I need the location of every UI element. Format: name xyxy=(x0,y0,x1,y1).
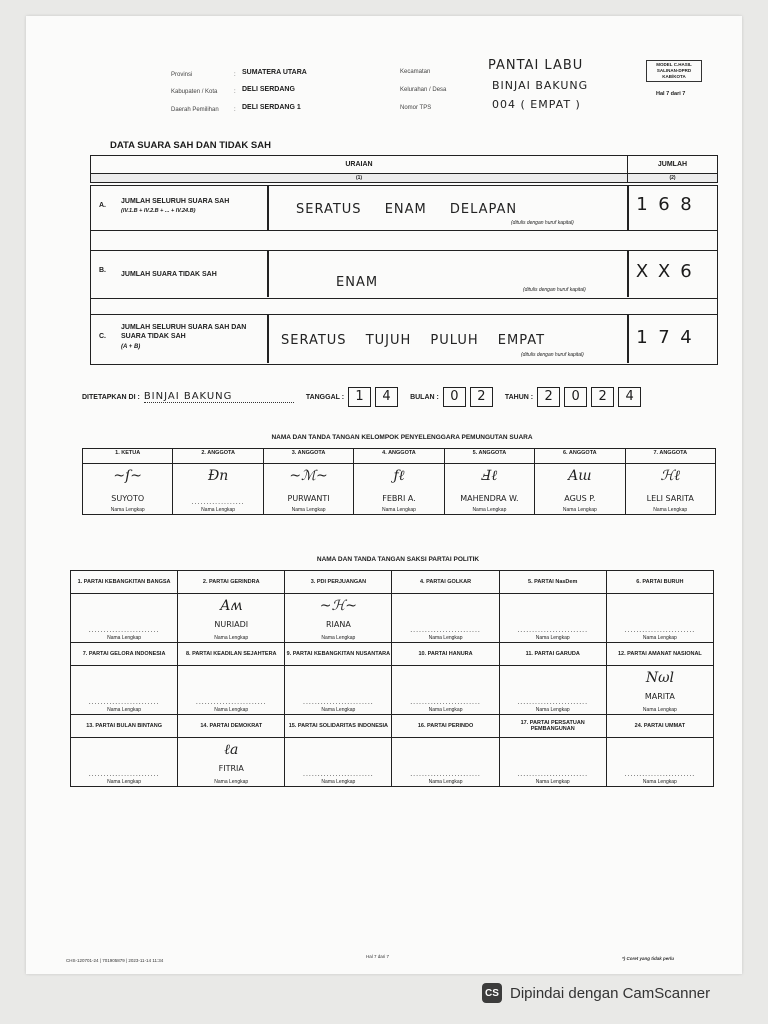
nama-lengkap-label: Nama Lengkap xyxy=(562,507,597,513)
nama-lengkap-label: Nama Lengkap xyxy=(428,707,463,713)
saksi-sign-cell: ........................ Nama Lengkap xyxy=(499,738,606,787)
party-name: 24. PARTAI UMMAT xyxy=(606,715,713,738)
nama-lengkap-label: Nama Lengkap xyxy=(535,779,570,785)
row-c-digits: 1 7 4 xyxy=(636,327,692,348)
footer-page: Hal 7 dari 7 xyxy=(366,954,390,959)
row-a-letter: A. xyxy=(99,202,106,209)
signature-mark: Aʍ xyxy=(220,598,243,614)
bulan-digit: 0 xyxy=(443,387,466,407)
footer-note: *) Coret yang tidak perlu xyxy=(622,956,675,961)
kpps-name: LELI SARITA xyxy=(646,494,694,503)
nama-lengkap-label: Nama Lengkap xyxy=(472,507,507,513)
saksi-sign-cell: ........................ Nama Lengkap xyxy=(606,738,713,787)
row-a-sub: (IV.1.B + IV.2.B + ... + IV.24.B) xyxy=(121,208,196,214)
nama-lengkap-label: Nama Lengkap xyxy=(535,635,570,641)
tahun-digit: 0 xyxy=(564,387,587,407)
party-name: 7. PARTAI GELORA INDONESIA xyxy=(71,643,178,666)
kpps-name: PURWANTI xyxy=(287,494,330,503)
tps-label: Nomor TPS xyxy=(400,105,432,111)
model-badge: MODEL C.HASIL SALINAN-DPRD KAB/KOTA xyxy=(646,60,702,82)
row-a-label: JUMLAH SELURUH SUARA SAH xyxy=(121,198,230,205)
kpps-name: MAHENDRA W. xyxy=(460,494,519,503)
kpps-name: AGUS P. xyxy=(564,494,596,503)
row-b-digits: X X 6 xyxy=(635,261,692,282)
signature-mark: ℓa xyxy=(224,742,239,758)
tanggal-digit: 4 xyxy=(375,387,398,407)
bulan-label: BULAN : xyxy=(410,393,439,401)
row-a xyxy=(90,185,718,231)
row-b-letter: B. xyxy=(99,267,106,274)
signature-mark: Ⅎℓ xyxy=(481,468,498,484)
kpps-role: 6. ANGGOTA xyxy=(535,449,625,464)
nama-lengkap-label: Nama Lengkap xyxy=(214,635,249,641)
col-jumlah: JUMLAH xyxy=(628,156,718,174)
col-uraian: URAIAN xyxy=(91,156,628,174)
nama-lengkap-label: Nama Lengkap xyxy=(107,707,142,713)
watermark-text: Dipindai dengan CamScanner xyxy=(510,984,711,1002)
saksi-title: NAMA DAN TANDA TANGAN SAKSI PARTAI POLITIK xyxy=(316,556,480,563)
row-c-note: (ditulis dengan huruf kapital) xyxy=(521,352,584,358)
row-c-label: JUMLAH SELURUH SUARA SAH DAN SUARA TIDAK SAH xyxy=(121,324,247,340)
nama-lengkap-label: Nama Lengkap xyxy=(201,507,236,513)
kpps-sign-cell xyxy=(535,464,625,515)
ditetapkan-row xyxy=(82,384,722,410)
saksi-sign-cell: ........................ Nama Lengkap xyxy=(499,594,606,643)
nama-lengkap-label: Nama Lengkap xyxy=(110,507,145,513)
nama-lengkap-label: Nama Lengkap xyxy=(321,707,356,713)
signature-mark: ~ſ~ xyxy=(113,468,143,484)
saksi-sign-cell: ........................ Nama Lengkap xyxy=(71,594,178,643)
row-c-words: SERATUS TUJUH PULUH EMPAT xyxy=(281,333,546,348)
party-name: 4. PARTAI GOLKAR xyxy=(392,571,499,594)
saksi-sign-cell: ........................ Nama Lengkap xyxy=(71,738,178,787)
tanggal-label: TANGGAL : xyxy=(305,393,345,401)
row-b-note: (ditulis dengan huruf kapital) xyxy=(523,287,586,293)
party-name: 12. PARTAI AMANAT NASIONAL xyxy=(606,643,713,666)
row-b-label: JUMLAH SUARA TIDAK SAH xyxy=(121,271,217,278)
party-name: 6. PARTAI BURUH xyxy=(606,571,713,594)
row-b xyxy=(90,251,718,299)
kpps-sign-cell xyxy=(625,464,715,515)
party-name: 1. PARTAI KEBANGKITAN BANGSA xyxy=(71,571,178,594)
col-num-2: (2) xyxy=(628,174,718,183)
party-name: 11. PARTAI GARUDA xyxy=(499,643,606,666)
saksi-sign-cell xyxy=(178,594,285,643)
saksi-name: MARITA xyxy=(644,692,675,701)
kecamatan-label: Kecamatan xyxy=(400,69,431,75)
nama-lengkap-label: Nama Lengkap xyxy=(642,635,677,641)
tahun-label: TAHUN : xyxy=(504,393,534,401)
party-name: 5. PARTAI NasDem xyxy=(499,571,606,594)
vote-table xyxy=(90,155,718,183)
camscanner-watermark xyxy=(482,983,710,1003)
row-c-sub: (A + B) xyxy=(121,344,141,350)
signature-mark: ƒℓ xyxy=(393,468,405,484)
signature-mark: Ðn xyxy=(207,468,229,484)
tahun-digit: 2 xyxy=(537,387,560,407)
kpps-role: 3. ANGGOTA xyxy=(263,449,353,464)
saksi-name: FITRIA xyxy=(218,764,244,773)
saksi-sign-cell: ........................ Nama Lengkap xyxy=(71,666,178,715)
nama-lengkap-label: Nama Lengkap xyxy=(428,635,463,641)
saksi-sign-cell xyxy=(178,738,285,787)
saksi-sign-cell: ........................ Nama Lengkap xyxy=(285,738,392,787)
saksi-sign-cell: ........................ Nama Lengkap xyxy=(178,666,285,715)
nama-lengkap-label: Nama Lengkap xyxy=(321,779,356,785)
nama-lengkap-label: Nama Lengkap xyxy=(214,779,249,785)
saksi-sign-cell xyxy=(606,666,713,715)
kelurahan-value: BINJAI BAKUNG xyxy=(492,79,589,92)
nama-lengkap-label: Nama Lengkap xyxy=(535,707,570,713)
kabupaten-label: Kabupaten / Kota xyxy=(171,89,218,95)
page-indicator: Hal 7 dari 7 xyxy=(656,91,686,97)
kpps-sign-cell xyxy=(263,464,353,515)
kpps-table xyxy=(82,448,716,515)
provinsi-value: SUMATERA UTARA xyxy=(242,69,307,76)
saksi-name: RIANA xyxy=(325,620,351,629)
kpps-sign-cell xyxy=(83,464,173,515)
nama-lengkap-label: Nama Lengkap xyxy=(291,507,326,513)
nama-lengkap-label: Nama Lengkap xyxy=(428,779,463,785)
party-name: 14. PARTAI DEMOKRAT xyxy=(178,715,285,738)
party-name: 2. PARTAI GERINDRA xyxy=(178,571,285,594)
ditetapkan-place: BINJAI BAKUNG xyxy=(144,391,294,403)
row-a-words: SERATUS ENAM DELAPAN xyxy=(296,202,518,217)
signature-mark: ℋℓ xyxy=(660,468,681,484)
kpps-sign-cell xyxy=(354,464,444,515)
party-name: 9. PARTAI KEBANGKITAN NUSANTARA xyxy=(285,643,392,666)
ditetapkan-label: DITETAPKAN DI : xyxy=(82,393,140,401)
nama-lengkap-label: Nama Lengkap xyxy=(653,507,688,513)
signature-mark: Aш xyxy=(568,468,592,484)
kelurahan-label: Kelurahan / Desa xyxy=(400,87,447,93)
party-name: 3. PDI PERJUANGAN xyxy=(285,571,392,594)
signature-mark: ~ℋ~ xyxy=(319,598,358,614)
nama-lengkap-label: Nama Lengkap xyxy=(642,779,677,785)
kpps-role: 4. ANGGOTA xyxy=(354,449,444,464)
party-name: 16. PARTAI PERINDO xyxy=(392,715,499,738)
party-name: 15. PARTAI SOLIDARITAS INDONESIA xyxy=(285,715,392,738)
kpps-sign-cell xyxy=(444,464,534,515)
signature-mark: ~ℳ~ xyxy=(289,468,328,484)
tahun-digit: 4 xyxy=(618,387,641,407)
kpps-role: 2. ANGGOTA xyxy=(173,449,263,464)
tps-value: 004 ( EMPAT ) xyxy=(492,98,581,111)
signature-mark: Nωl xyxy=(645,670,674,686)
tanggal-digit: 1 xyxy=(348,387,371,407)
provinsi-label: Provinsi xyxy=(171,72,193,78)
saksi-sign-cell: ........................ Nama Lengkap xyxy=(392,666,499,715)
saksi-sign-cell xyxy=(285,594,392,643)
party-name: 17. PARTAI PERSATUAN PEMBANGUNAN xyxy=(499,715,606,738)
bulan-digit: 2 xyxy=(470,387,493,407)
party-name: 10. PARTAI HANURA xyxy=(392,643,499,666)
nama-lengkap-label: Nama Lengkap xyxy=(642,707,677,713)
party-name: 8. PARTAI KEADILAN SEJAHTERA xyxy=(178,643,285,666)
section-title: DATA SUARA SAH DAN TIDAK SAH xyxy=(110,140,271,151)
kpps-title: NAMA DAN TANDA TANGAN KELOMPOK PENYELENGGARA PEMUNGUTAN SUARA xyxy=(271,434,533,441)
dapil-label: Daerah Pemilihan xyxy=(171,107,219,113)
row-c xyxy=(90,315,718,365)
footer-code: CHS-120701-24 | 701905879 | 2023-11-14 11:34 xyxy=(66,958,164,963)
kecamatan-value: PANTAI LABU xyxy=(488,58,584,73)
row-a-digits: 1 6 8 xyxy=(636,194,692,215)
nama-lengkap-label: Nama Lengkap xyxy=(382,507,416,513)
saksi-sign-cell: ........................ Nama Lengkap xyxy=(285,666,392,715)
saksi-table xyxy=(70,570,714,787)
nama-lengkap-label: Nama Lengkap xyxy=(214,707,249,713)
saksi-name: NURIADI xyxy=(214,620,249,629)
kpps-name: SUYOTO xyxy=(111,494,145,503)
saksi-sign-cell: ........................ Nama Lengkap xyxy=(606,594,713,643)
saksi-sign-cell: ........................ Nama Lengkap xyxy=(392,594,499,643)
kpps-name: FEBRI A. xyxy=(382,494,416,503)
kpps-role: 7. ANGGOTA xyxy=(625,449,715,464)
party-name: 13. PARTAI BULAN BINTANG xyxy=(71,715,178,738)
col-num-1: (1) xyxy=(91,174,628,183)
camscanner-icon: CS xyxy=(482,983,502,1003)
row-a-note: (ditulis dengan huruf kapital) xyxy=(511,220,574,226)
kpps-role: 1. KETUA xyxy=(83,449,173,464)
tahun-digit: 2 xyxy=(591,387,614,407)
kpps-role: 5. ANGGOTA xyxy=(444,449,534,464)
kpps-sign-cell: Ðn .................. Nama Lengkap xyxy=(173,464,263,515)
saksi-sign-cell: ........................ Nama Lengkap xyxy=(499,666,606,715)
dapil-value: DELI SERDANG 1 xyxy=(242,104,301,111)
kabupaten-value: DELI SERDANG xyxy=(242,86,295,93)
nama-lengkap-label: Nama Lengkap xyxy=(321,635,356,641)
form-page: Provinsi : SUMATERA UTARA Kabupaten / Kota : DELI SERDANG Daerah Pemilihan : DELI SERDANG 1 Kecamatan PANTAI LABU Kelurahan / Desa BINJAI BAKUNG Nomor TPS 004 ( EMPAT ) MODEL C.HASIL SALINAN-DPRD KAB/KOTA Hal 7 dari 7 DATA SUARA SAH DAN TIDAK SAH URAIAN JUMLAH (1) (2) A. JUMLAH SELURUH SUARA SAH (IV.1.B + IV.2.B + ... + IV.24.B) SERATUS ENAM DELAPAN (ditulis dengan huruf kapital) 1 6 8 B. JUMLAH SUARA TIDAK SAH ENAM (ditulis dengan huruf kapital) X X 6 C. JUMLAH SELURUH SUARA SAH DAN SUARA TIDAK SAH (A + B) SERATUS TUJUH PULUH EMPAT (ditulis dengan huruf kapital) 1 7 4 DITETAPKAN DI : BINJAI BAKUNG TANGGAL : 1 4 BULAN : 0 2 TAHUN : 2 0 2 4 NAMA DAN TANDA TANGAN KELOMPOK PENYELENGGARA PEMUNGUTAN SUARA 1. KETUA 2. ANGGOTA 3. ANGGOTA 4. ANGGOTA 5. ANGGOTA 6. ANGGOTA 7. ANGGOTA ~ſ~ SUYOTO Nama Lengkap Ðn .................. Nama Lengkap ~ℳ~ PURWANTI Nama Lengkap ƒℓ FEBRI A. Nama Lengkap Ⅎℓ MAHENDRA W. Nama Lengkap Aш AGUS P. Nama Lengkap ℋℓ LELI SARITA Nama Lengkap NAMA DAN TANDA TANGAN SAKSI PARTAI POLITIK 1. PARTAI KEBANGKITAN BANGSA 2. PARTAI GERINDRA 3. PDI PERJUANGAN 4. PARTAI GOLKAR 5. PARTAI NasDem 6. PARTAI BURUH ........................ Nama Lengkap Aʍ NURIADI Nama Lengkap ~ℋ~ RIANA Nama Lengkap ........................ Nama Lengkap ........................ Nama Lengkap ........................ Nama Lengkap 7. PARTAI GELORA INDONESIA 8. PARTAI KEADILAN SEJAHTERA 9. PARTAI KEBANGKITAN NUSANTARA 10. PARTAI HANURA 11. PARTAI GARUDA 12. PARTAI AMANAT NASIONAL ........................ Nama Lengkap ........................ Nama Lengkap ........................ Nama Lengkap ........................ Nama Lengkap ........................ Nama Lengkap Nωl MARITA Nama Lengkap 13. PARTAI BULAN BINTANG 14. PARTAI DEMOKRAT 15. PARTAI SOLIDARITAS INDONESIA 16. PARTAI PERINDO 17. PARTAI PERSATUAN PEMBANGUNAN 24. PARTAI UMMAT ........................ Nama Lengkap ℓa FITRIA Nama Lengkap ........................ Nama Lengkap ........................ Nama Lengkap ........................ Nama Lengkap ........................ Nama Lengkap CHS-120701-24 | 701905879 | 2023-11-14 11:34 Hal 7 dari 7 *) Coret yang tidak perlu xyxy=(26,16,742,974)
row-b-words: ENAM xyxy=(336,275,379,290)
nama-lengkap-label: Nama Lengkap xyxy=(107,779,142,785)
row-c-letter: C. xyxy=(99,333,106,340)
nama-lengkap-label: Nama Lengkap xyxy=(107,635,142,641)
saksi-sign-cell: ........................ Nama Lengkap xyxy=(392,738,499,787)
